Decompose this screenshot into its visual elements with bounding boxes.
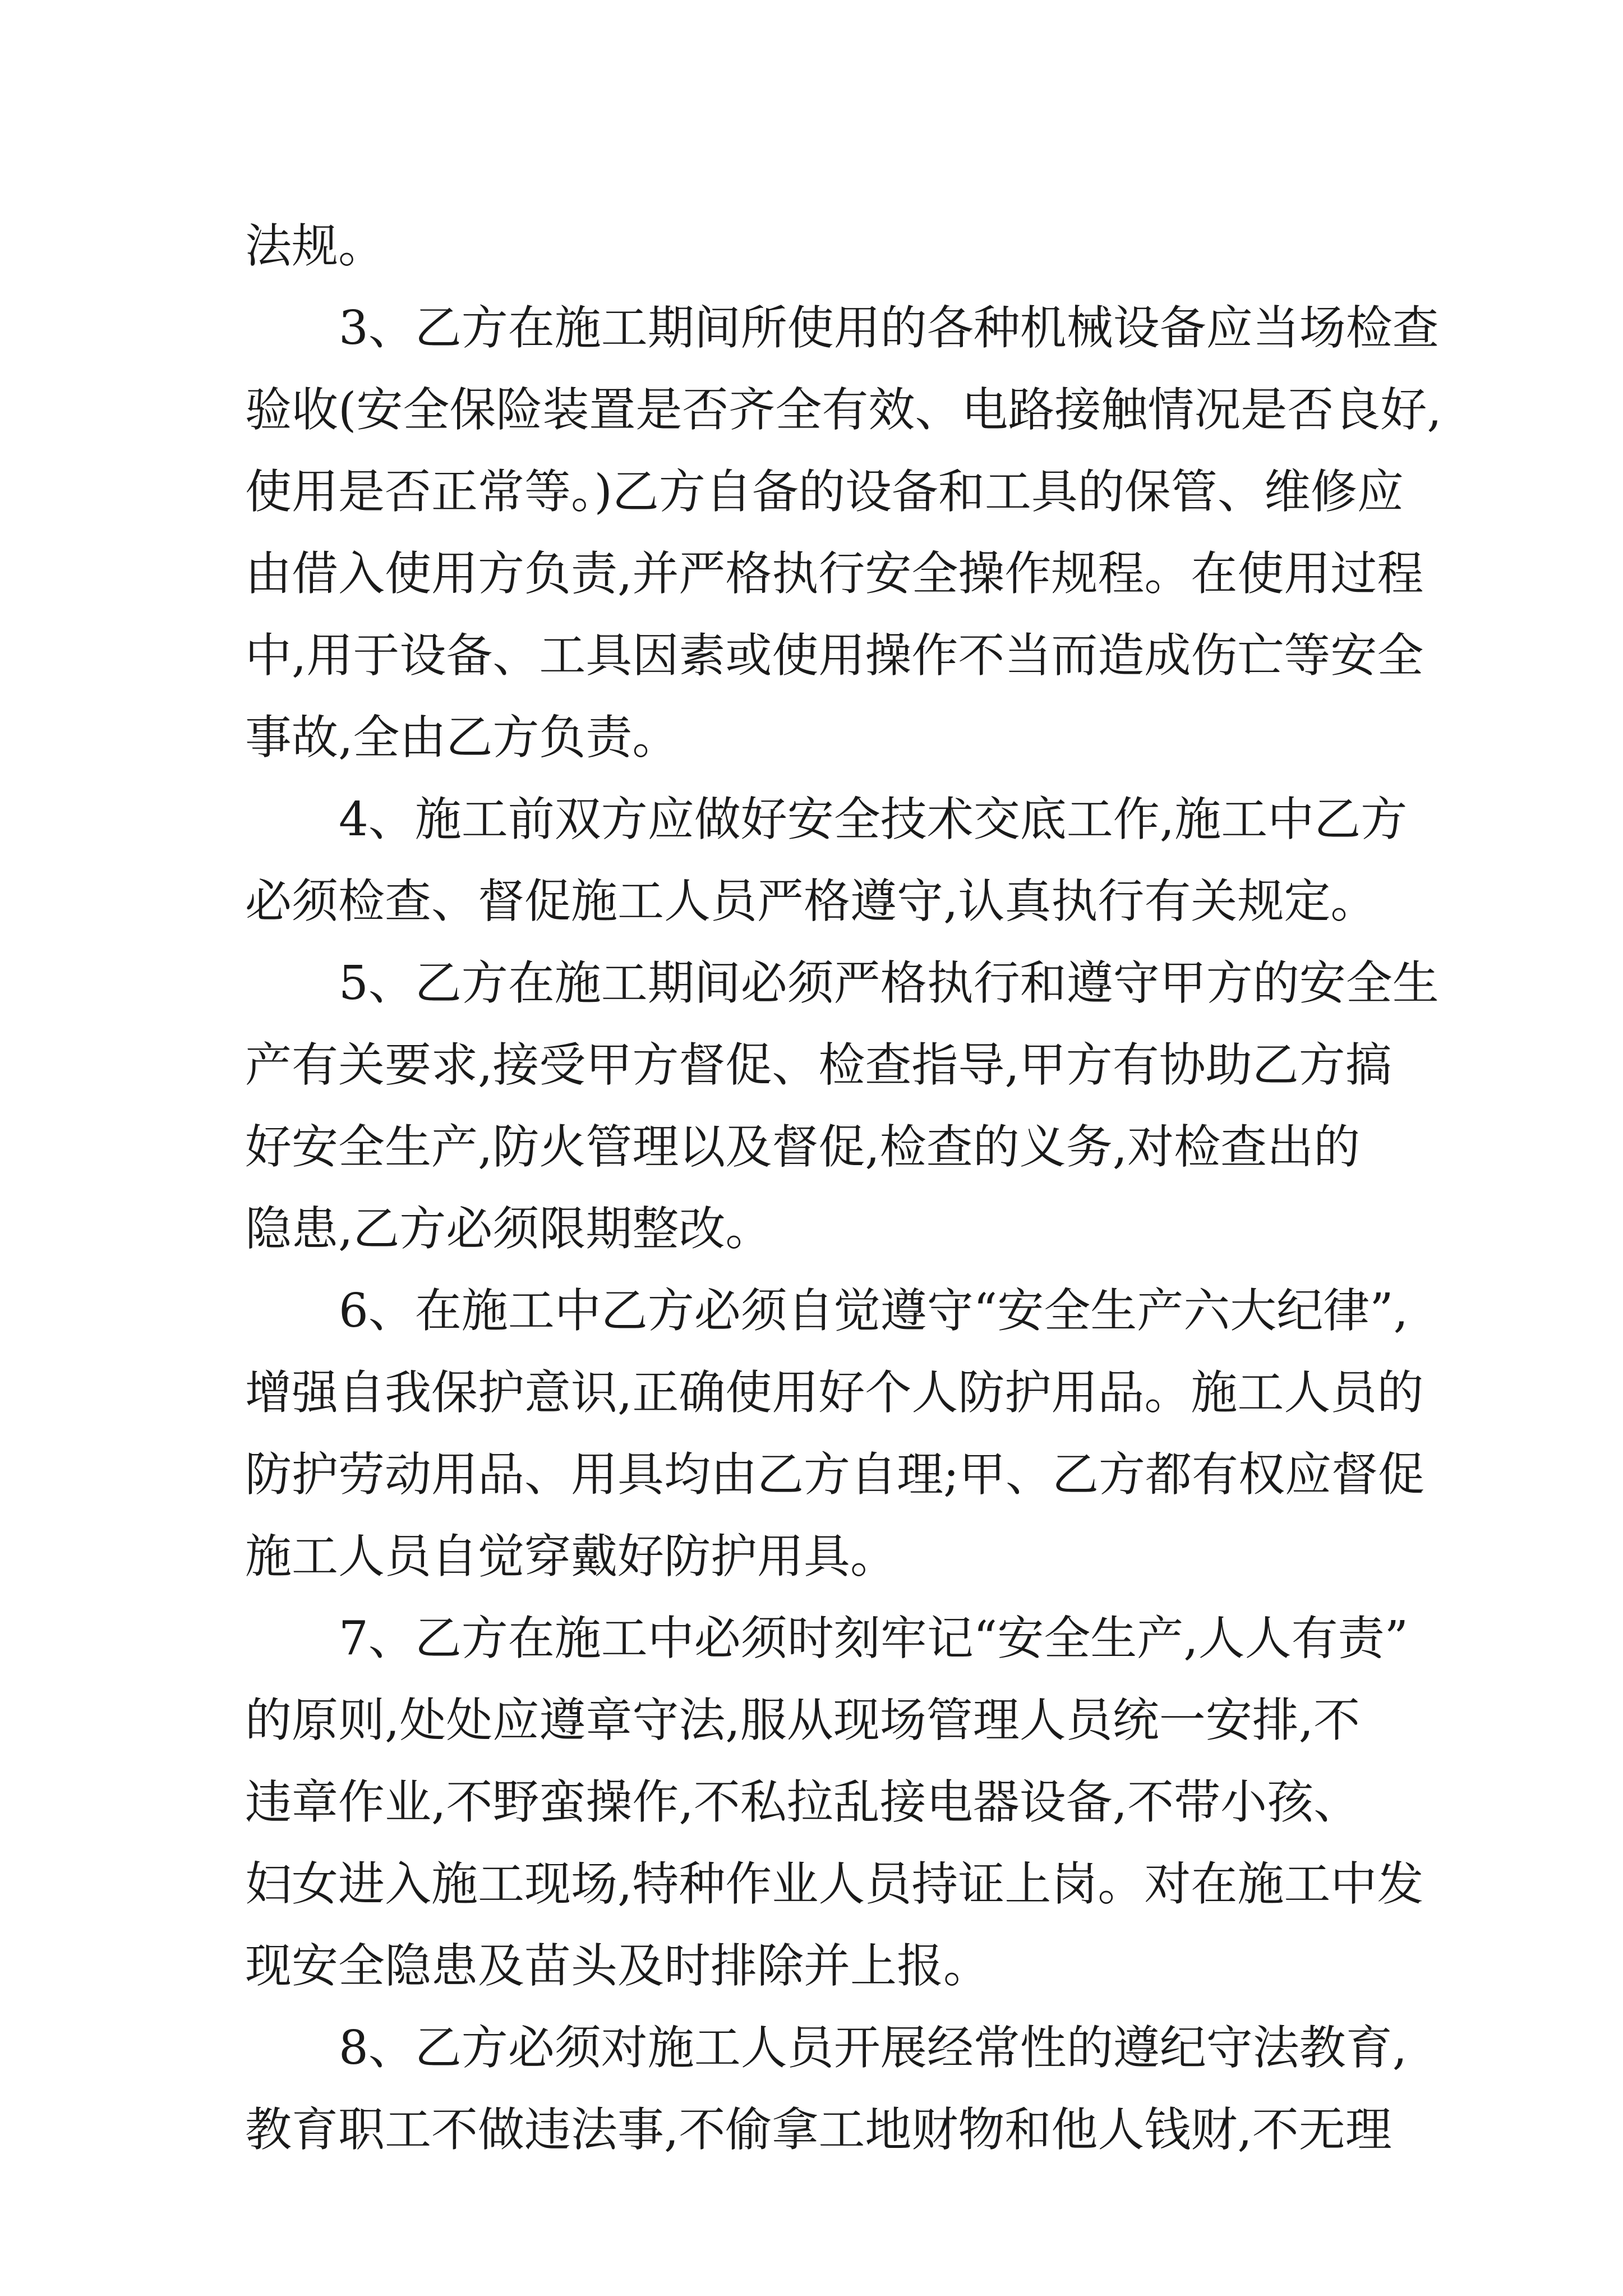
text-line: 增强自我保护意识,正确使用好个人防护用品。施工人员的 <box>245 1365 1424 1420</box>
text-line: 教育职工不做违法事,不偷拿工地财物和他人钱财,不无理 <box>245 2102 1392 2157</box>
text-line: 中,用于设备、工具因素或使用操作不当而造成伤亡等安全 <box>245 628 1424 683</box>
text-line: 3、乙方在施工期间所使用的各种机械设备应当场检查 <box>339 301 1439 355</box>
text-line: 产有关要求,接受甲方督促、检查指导,甲方有协助乙方搞 <box>245 1038 1392 1092</box>
text-line: 验收(安全保险装置是否齐全有效、电路接触情况是否良好, <box>245 383 1442 437</box>
text-line: 防护劳动用品、用具均由乙方自理;甲、乙方都有权应督促 <box>245 1447 1424 1502</box>
text-line: 施工人员自觉穿戴好防护用具。 <box>245 1529 897 1584</box>
text-line: 法规。 <box>245 219 385 273</box>
text-line: 现安全隐患及苗头及时排除并上报。 <box>245 1939 990 1993</box>
text-line: 4、施工前双方应做好安全技术交底工作,施工中乙方 <box>339 792 1408 846</box>
text-line: 事故,全由乙方负责。 <box>245 710 679 765</box>
text-line: 6、在施工中乙方必须自觉遵守“安全生产六大纪律”, <box>339 1283 1409 1338</box>
text-line: 由借入使用方负责,并严格执行安全操作规程。在使用过程 <box>245 546 1424 601</box>
text-line: 5、乙方在施工期间必须严格执行和遵守甲方的安全生 <box>339 956 1439 1010</box>
text-line: 妇女进入施工现场,特种作业人员持证上岗。对在施工中发 <box>245 1857 1424 1911</box>
text-line: 必须检查、督促施工人员严格遵守,认真执行有关规定。 <box>245 874 1377 928</box>
text-line: 的原则,处处应遵章守法,服从现场管理人员统一安排,不 <box>245 1693 1361 1747</box>
text-line: 好安全生产,防火管理以及督促,检查的义务,对检查出的 <box>245 1120 1361 1174</box>
text-line: 隐患,乙方必须限期整改。 <box>245 1202 772 1256</box>
body-text <box>245 205 1442 2171</box>
text-line: 使用是否正常等。)乙方自备的设备和工具的保管、维修应 <box>245 464 1404 519</box>
text-line: 8、乙方必须对施工人员开展经常性的遵纪守法教育, <box>339 2021 1408 2075</box>
text-line: 7、乙方在施工中必须时刻牢记“安全生产,人人有责” <box>339 1611 1409 1665</box>
text-line: 违章作业,不野蛮操作,不私拉乱接电器设备,不带小孩、 <box>245 1775 1361 1829</box>
